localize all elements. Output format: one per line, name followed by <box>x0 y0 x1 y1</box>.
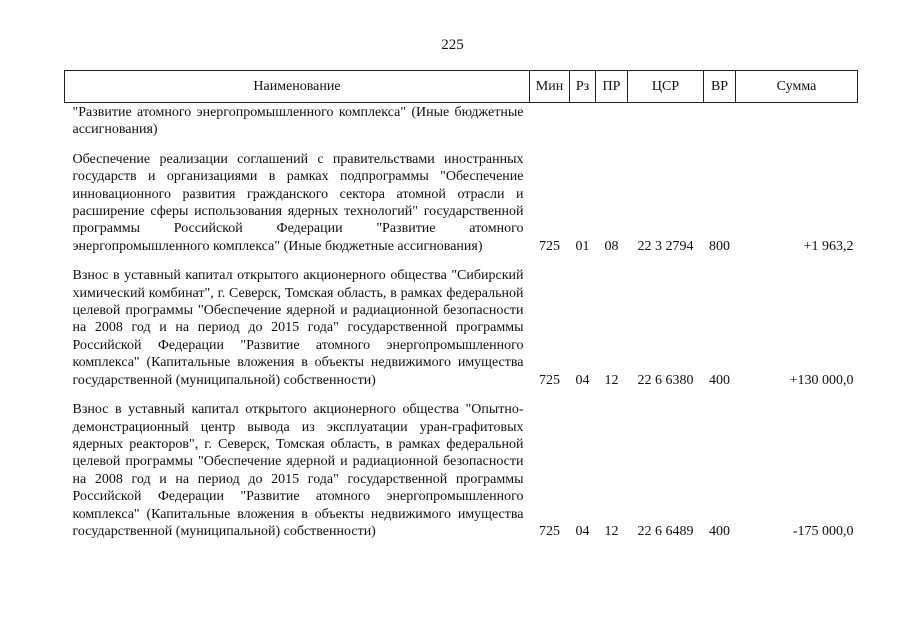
header-vr: ВР <box>704 71 736 103</box>
row-name: Взнос в уставный капитал открытого акционерного общества "Опытно-демонстрационный центр вывода из эксплуатации уран-графитовых ядерных реакторов", г. Северск, Томская область, в рамках федеральной целевой программы "Обеспечение ядерной и радиационной безопасности на 2008 год и на период до 2015 года" государственной программы Российской Федерации "Развитие атомного энергопромышленного комплекса" (Капитальные вложения в объекты недвижимого имущества государственной (муниципальной) собственности) <box>72 402 524 539</box>
row-vr: 800 <box>709 238 730 254</box>
row-min: 725 <box>539 523 560 539</box>
row-min: 725 <box>539 238 560 254</box>
row-vr: 400 <box>709 523 730 539</box>
table-row <box>65 389 858 540</box>
table-row <box>65 103 858 139</box>
header-pr: ПР <box>596 71 628 103</box>
row-csr: 22 3 2794 <box>637 238 694 254</box>
row-sum: +130 000,0 <box>789 372 854 388</box>
row-rz <box>570 103 596 139</box>
row-sum <box>736 103 858 139</box>
row-pr <box>596 103 628 139</box>
row-csr: 22 6 6489 <box>637 523 694 539</box>
row-pr: 08 <box>604 238 619 254</box>
header-sum: Сумма <box>736 71 858 103</box>
row-rz: 01 <box>575 238 590 254</box>
row-name: Взнос в уставный капитал открытого акционерного общества "Сибирский химический комбинат", г. Северск, Томская область, в рамках федеральной целевой программы "Обеспечение ядерной и радиационной безопасности на 2008 год и на период до 2015 года" государственной программы Российской Федерации "Развитие атомного энергопромышленного комплекса" (Капитальные вложения в объекты недвижимого имущества государственной (муниципальной) собственности) <box>72 268 524 388</box>
table-row <box>65 139 858 255</box>
header-name: Наименование <box>65 71 530 103</box>
header-csr: ЦСР <box>628 71 704 103</box>
header-rz: Рз <box>570 71 596 103</box>
row-csr <box>628 103 704 139</box>
row-vr <box>704 103 736 139</box>
budget-table <box>64 70 858 540</box>
row-vr: 400 <box>709 372 730 388</box>
row-sum: +1 963,2 <box>803 238 854 254</box>
row-rz: 04 <box>575 372 590 388</box>
row-name: Обеспечение реализации соглашений с правительствами иностранных государств и организациями в рамках подпрограммы "Обеспечение инновационного развития гражданского сектора атомной отрасли и расширение сферы использования ядерных технологий" государственной программы Российской Федерации "Развитие атомного энергопромышленного комплекса" (Иные бюджетные ассигнования) <box>72 151 524 254</box>
table-header <box>65 71 858 103</box>
row-pr: 12 <box>604 372 619 388</box>
row-name: "Развитие атомного энергопромышленного комплекса" (Иные бюджетные ассигнования) <box>72 105 524 138</box>
row-min <box>530 103 570 139</box>
row-min: 725 <box>539 372 560 388</box>
header-min: Мин <box>530 71 570 103</box>
page-number: 225 <box>441 37 464 53</box>
row-sum: -175 000,0 <box>792 523 854 539</box>
row-rz: 04 <box>575 523 590 539</box>
row-pr: 12 <box>604 523 619 539</box>
table-row <box>65 255 858 389</box>
row-csr: 22 6 6380 <box>637 372 694 388</box>
